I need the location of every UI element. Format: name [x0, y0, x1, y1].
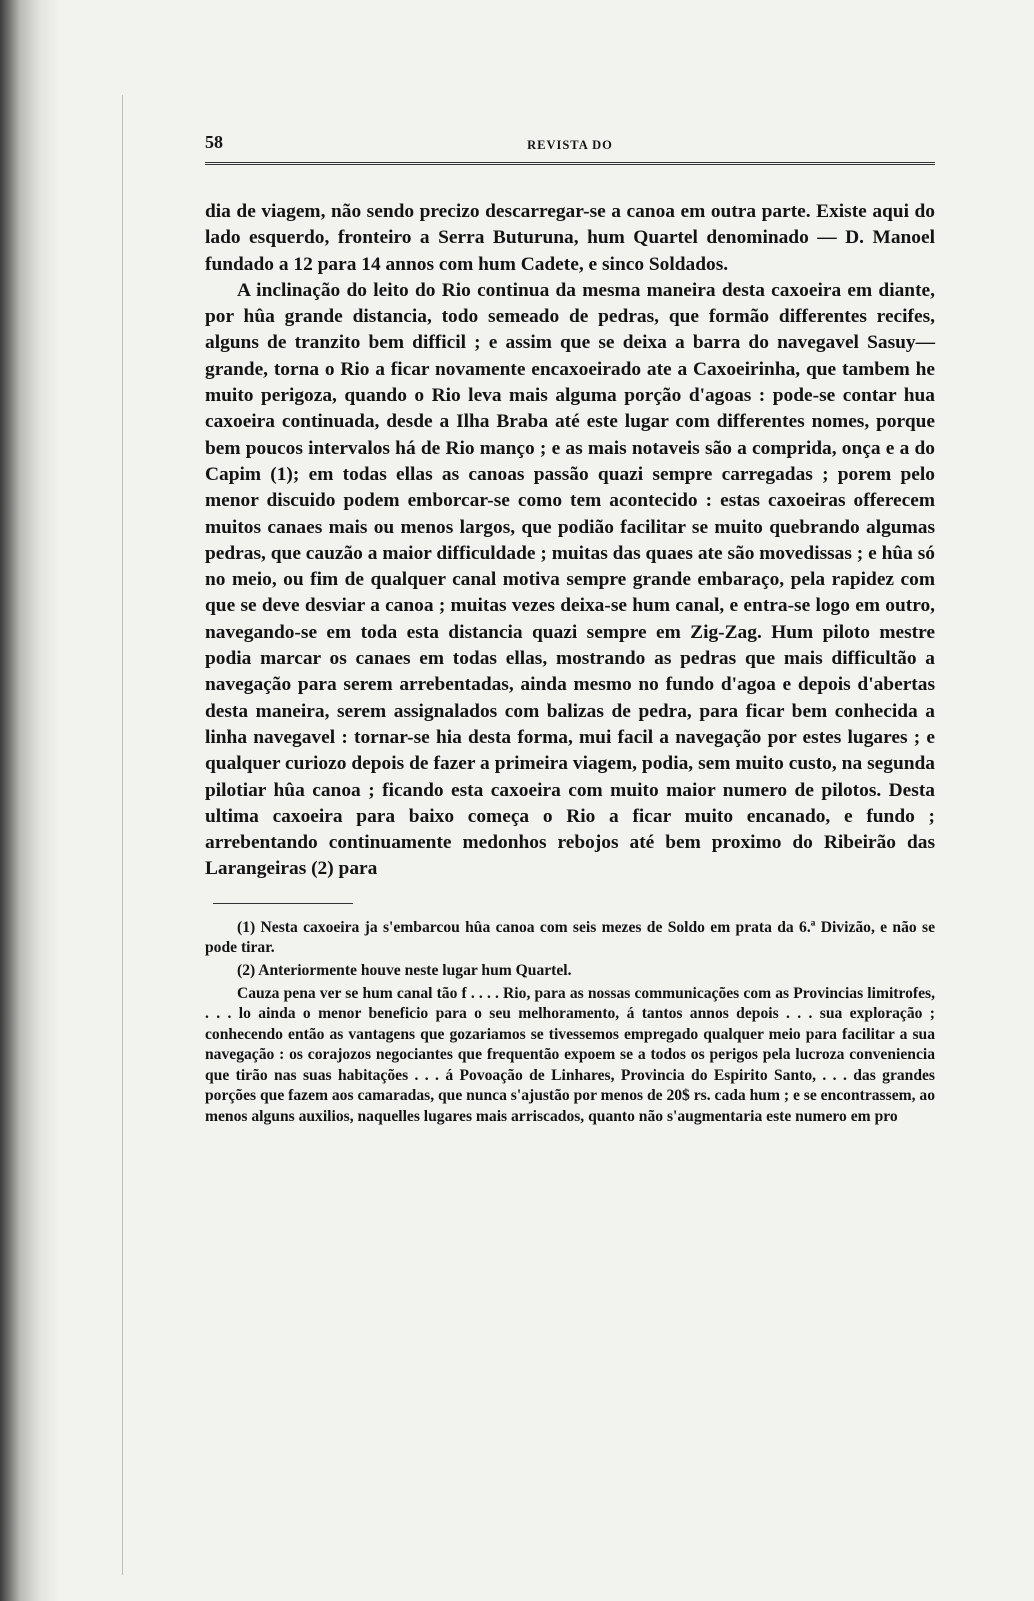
body-text [205, 199, 935, 883]
footnote-rule [213, 903, 353, 904]
running-title: REVISTA DO [527, 138, 613, 152]
page-number: 58 [205, 132, 223, 152]
footnote-2-heading: (2) Anteriormente houve neste lugar hum Quartel. [237, 961, 572, 979]
scan-binding-shadow [0, 0, 60, 1601]
footnote-2-text: Cauza pena ver se hum canal tão f . . . . Rio, para as nossas communicações com as Provincias limitrofes, . . . lo ainda o menor beneficio para o seu melhoramento, á tantos annos depois . . . sua exploração ; conhecendo então as vantagens que gozariamos se tivessemos empregado qualquer meio para facilitar a sua navegação : os corajozos negociantes que frequentão expoem se a todos os perigos pela lucroza conveniencia que tirão nas suas habitações . . . á Povoação de Linhares, Provincia do Espirito Santo, . . . das grandes porções que fazem aos camaradas, que nunca s'ajustão por menos de 20$ rs. cada hum ; e se encontrassem, ao menos alguns auxilios, naquelles lugares mais arriscados, quanto não s'augmentaria este numero em pro [205, 984, 935, 1126]
page-header [205, 128, 935, 165]
footnotes [205, 918, 935, 1128]
paragraph: dia de viagem, não sendo precizo descarregar-se a canoa em outra parte. Existe aqui do lado esquerdo, fronteiro a Serra Buturuna, hum Quartel denominado — D. Manoel fundado a 12 para 14 annos com hum Cadete, e sinco Soldados. [205, 201, 935, 275]
footnote-1: (1) Nesta caxoeira ja s'embarcou hûa canoa com seis mezes de Soldo em prata da 6.ª Divizão, e não se pode tirar. [205, 918, 935, 957]
scan-fold-line [122, 95, 123, 1575]
paragraph: A inclinação do leito do Rio continua da mesma maneira desta caxoeira em diante, por hûa grande distancia, todo semeado de pedras, que formão differentes recifes, alguns de tranzito bem difficil ; e assim que se deixa a barra do navegavel Sasuy—grande, torna o Rio a ficar novamente encaxoeirado ate a Caxoeirinha, que tambem he muito perigoza, quando o Rio leva mais alguma porção d'agoas : pode-se contar hua caxoeira continuada, desde a Ilha Braba até este lugar com differentes nomes, porque bem poucos intervalos há de Rio manço ; e as mais notaveis são a comprida, onça e a do Capim (1); em todas ellas as canoas passão quazi sempre carregadas ; porem pelo menor discuido podem emborcar-se como tem acontecido : estas caxoeiras offerecem muitos canaes mais ou menos largos, que podião facilitar se muito quebrando algumas pedras, que cauzão a maior difficuldade ; muitas das quaes ate são movedissas ; e hûa só no meio, ou fim de qualquer canal motiva sempre grande embaraço, pela rapidez com que se deve desviar a canoa ; muitas vezes deixa-se hum canal, e entra-se logo em outro, navegando-se em toda esta distancia quazi sempre em Zig-Zag. Hum piloto mestre podia marcar os canaes em todas ellas, mostrando as pedras que mais difficultão a navegação para serem arrebentadas, ainda mesmo no fundo d'agoa e depois d'abertas desta maneira, serem assignalados com balizas de pedra, para ficar bem conhecida a linha navegavel : tornar-se hia desta forma, mui facil a navegação por estes lugares ; e qualquer curiozo depois de fazer a primeira viagem, podia, sem muito custo, na segunda pilotiar hûa canoa ; ficando esta caxoeira com muito maior numero de pilotos. Desta ultima caxoeira para baixo começa o Rio a ficar muito encanado, e fundo ; arrebentando continuamente medonhos rebojos até bem proximo do Ribeirão das Larangeiras (2) para [205, 279, 935, 880]
document-page [205, 128, 935, 1568]
